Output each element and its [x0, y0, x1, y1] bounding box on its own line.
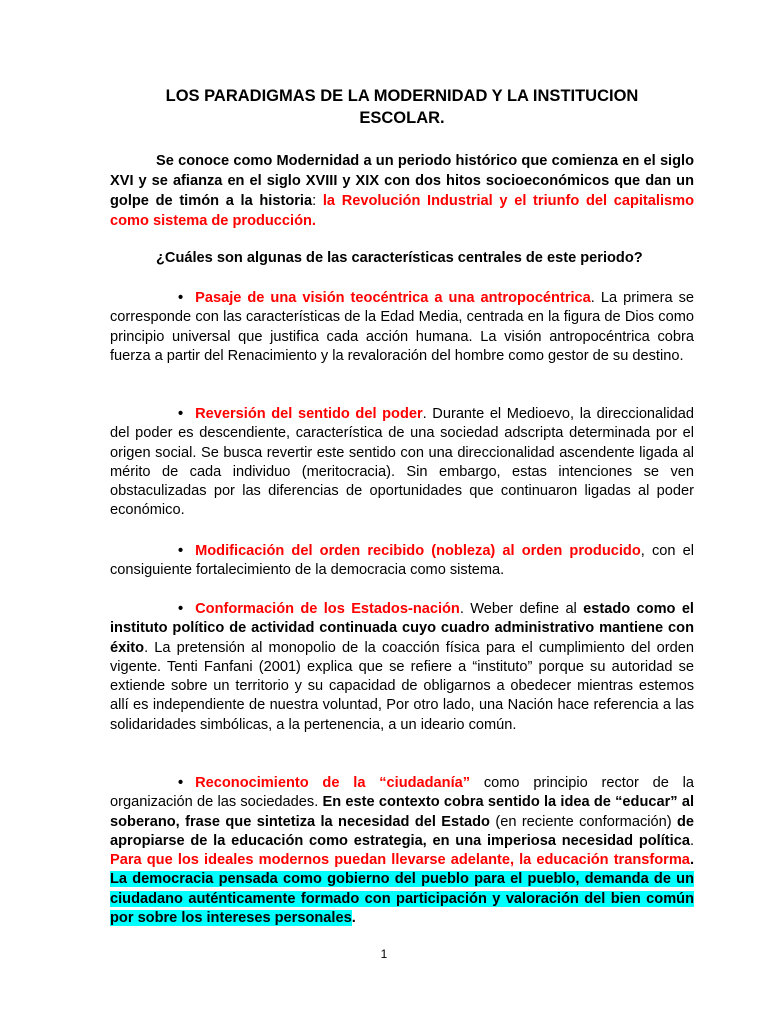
- bullet-icon: •: [178, 406, 184, 422]
- intro-colon: :: [312, 193, 323, 209]
- item-text: (en reciente conformación): [489, 813, 677, 830]
- list-item: [110, 289, 694, 366]
- highlighted-text: La democracia pensada como gobierno del pueblo para el pueblo, demanda de un ciudadano auténticamente formado con participación y valoración del bien común por sobre los intereses personales: [110, 871, 694, 927]
- title-line-2: ESCOLAR.: [359, 109, 445, 127]
- document-title: [110, 85, 694, 129]
- list-item: [110, 542, 694, 581]
- item-text: .: [689, 832, 694, 849]
- bullet-icon: •: [178, 601, 184, 617]
- bullet-icon: •: [178, 543, 184, 559]
- item-text: .: [351, 910, 356, 927]
- intro-red-text: la Revolución Industrial y el triunfo del capitalismo como sistema de producción.: [110, 193, 695, 229]
- item-text: , con el consiguiente fortalecimiento de la democracia como sistema.: [110, 543, 694, 579]
- bullet-icon: •: [178, 290, 184, 306]
- item-bold-text: estado como el instituto político de actividad continuada cuyo cuadro administrativo mantiene con éxito: [110, 601, 694, 656]
- item-bold-text: de apropiarse de la educación como estrategia, en una imperiosa necesidad política: [110, 813, 694, 849]
- bullet-icon: •: [178, 775, 184, 791]
- section-question: ¿Cuáles son algunas de las características centrales de este periodo?: [156, 250, 643, 266]
- list-item: [110, 774, 694, 928]
- page-number: 1: [380, 947, 388, 961]
- item-heading: Reversión del sentido del poder: [195, 406, 423, 422]
- list-item: [110, 600, 694, 735]
- item-text: como principio rector de la organización de las sociedades.: [110, 775, 694, 811]
- item-heading: Modificación del orden recibido (nobleza) al orden producido: [195, 543, 641, 559]
- item-text: . La primera se corresponde con las características de la Edad Media, centrada en la figura de Dios como principio universal que justifica cada acción humana. La visión antropocéntrica cobra fuerza a partir del Renacimiento y la revaloración del hombre como gestor de su destino.: [110, 290, 694, 364]
- item-heading: Pasaje de una visión teocéntrica a una antropocéntrica: [195, 290, 591, 306]
- item-text: . La pretensión al monopolio de la coacción física para el cumplimiento del orden vigente. Tenti Fanfani (2001) explica que se refiere a “instituto” porque su autoridad se extiende sobre un territorio y su capacidad de obligarnos a obedecer mientras estemos allí es independiente de nuestra voluntad, Por otro lado, una Nación hace referencia a las solidaridades simbólicas, a la pertenencia, a un ideario común.: [110, 639, 694, 733]
- item-text: . Weber define al: [459, 601, 584, 617]
- intro-text: Se conoce como Modernidad a un periodo histórico que comienza en el siglo XVI y se afianza en el siglo XVIII y XIX con dos hitos socioeconómicos que dan un golpe de timón a la historia: [110, 153, 694, 209]
- item-heading: Reconocimiento de la “ciudadanía”: [195, 775, 471, 791]
- item-text: .: [689, 852, 694, 869]
- item-red-text: Para que los ideales modernos puedan llevarse adelante, la educación transforma: [110, 852, 690, 869]
- item-bold-text: En este contexto cobra sentido la idea de “educar” al soberano, frase que sintetiza la necesidad del Estado: [110, 794, 694, 830]
- intro-paragraph: [110, 151, 694, 231]
- item-heading: Conformación de los Estados-nación: [195, 601, 460, 617]
- title-line-1: LOS PARADIGMAS DE LA MODERNIDAD Y LA INSTITUCION: [165, 87, 639, 105]
- item-text: . Durante el Medioevo, la direccionalidad del poder es descendiente, característica de una sociedad adscripta determinada por el origen social. Se busca revertir este sentido con una direccionalidad ascendente ligada al mérito de cada individuo (meritocracia). Sin embargo, estas intenciones se ven obstaculizadas por las diferencias de oportunidades que continuaron ligadas al poder económico.: [110, 406, 694, 519]
- list-item: [110, 405, 694, 521]
